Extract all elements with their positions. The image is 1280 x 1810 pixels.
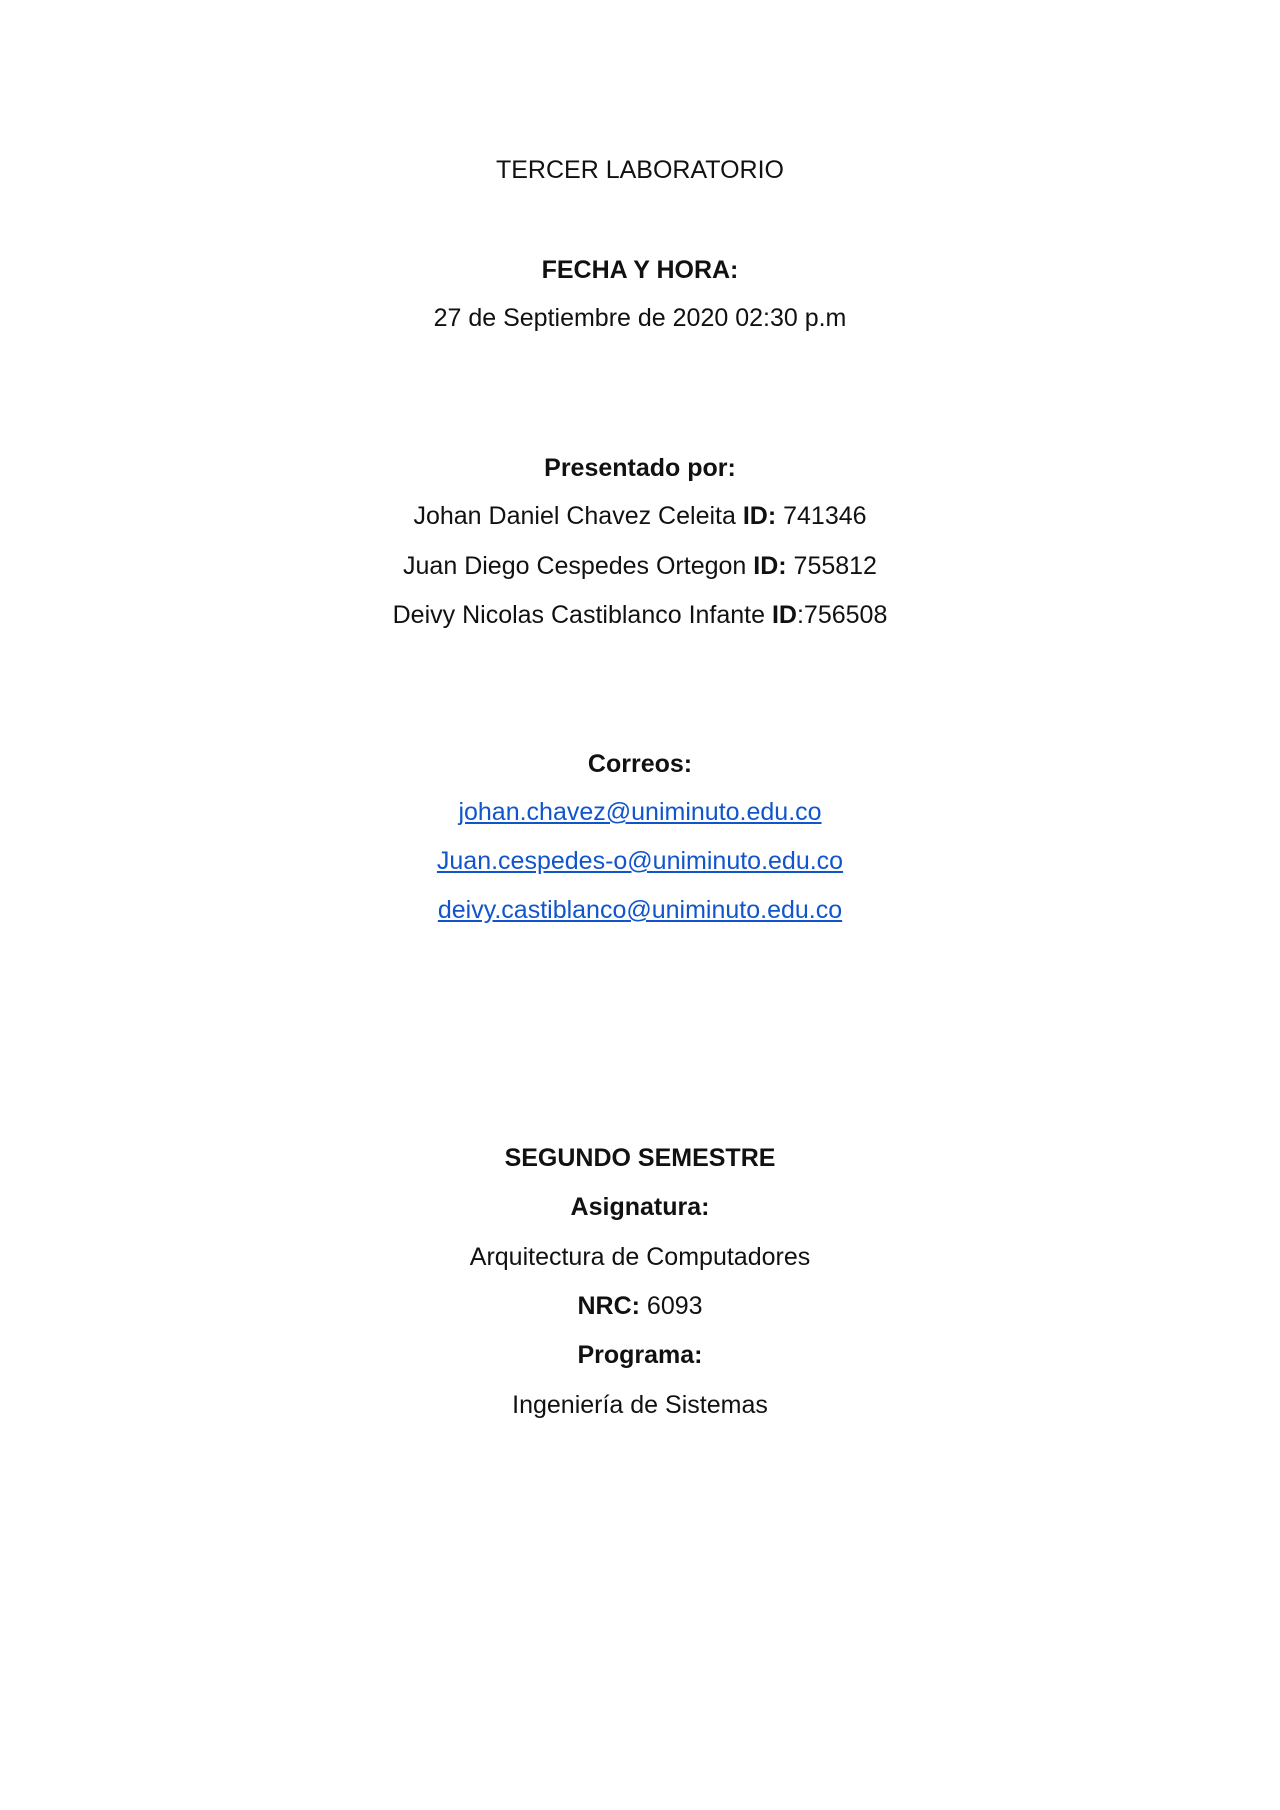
author-id-label: ID	[771, 601, 797, 629]
author-name: Deivy Nicolas Castiblanco Infante	[392, 601, 772, 629]
email-row	[0, 894, 1280, 926]
presentado-label: Presentado por:	[544, 454, 736, 482]
email-row	[0, 845, 1280, 877]
fecha-label: FECHA Y HORA:	[541, 256, 739, 284]
author-line	[0, 550, 1280, 582]
author-name: Juan Diego Cespedes Ortegon	[403, 552, 754, 580]
document-title: TERCER LABORATORIO	[495, 156, 784, 184]
author-id-label: ID:	[742, 502, 777, 530]
programa-label: Programa:	[577, 1341, 703, 1369]
author-id-value: 741346	[776, 502, 867, 530]
nrc-label: NRC:	[577, 1292, 640, 1320]
email-link[interactable]: Juan.cespedes-o@uniminuto.edu.co	[436, 847, 844, 875]
semestre-heading: SEGUNDO SEMESTRE	[504, 1144, 776, 1172]
nrc-line	[0, 1290, 1280, 1322]
asignatura-value: Arquitectura de Computadores	[469, 1243, 811, 1271]
fecha-value: 27 de Septiembre de 2020 02:30 p.m	[433, 304, 847, 332]
email-row	[0, 796, 1280, 828]
author-id-value: 755812	[786, 552, 877, 580]
programa-value: Ingeniería de Sistemas	[512, 1391, 768, 1419]
correos-label: Correos:	[587, 750, 693, 778]
email-link[interactable]: johan.chavez@uniminuto.edu.co	[458, 798, 822, 826]
asignatura-label: Asignatura:	[570, 1193, 710, 1221]
author-line	[0, 599, 1280, 631]
author-id-value: :756508	[796, 601, 888, 629]
email-link[interactable]: deivy.castiblanco@uniminuto.edu.co	[437, 896, 843, 924]
nrc-value: 6093	[639, 1292, 703, 1320]
author-id-label: ID:	[753, 552, 787, 580]
author-name: Johan Daniel Chavez Celeita	[413, 502, 743, 530]
author-line	[0, 500, 1280, 532]
